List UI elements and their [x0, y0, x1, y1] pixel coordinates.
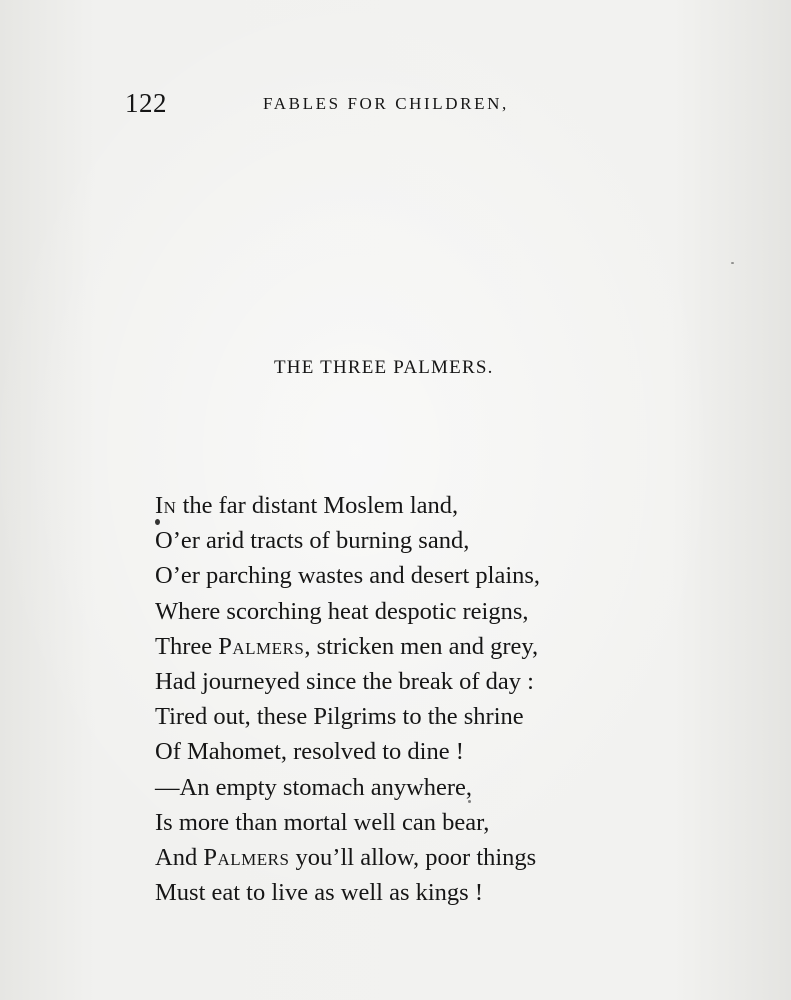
- bleed-through-text: [150, 148, 670, 292]
- poem-line: Tired out, these Pilgrims to the shrine: [155, 703, 524, 731]
- poem-line: —An empty stomach anywhere,: [155, 773, 473, 801]
- page-number: 122: [125, 88, 167, 118]
- poem-title: THE THREE PALMERS.: [274, 357, 494, 378]
- poem-line: O’er arid tracts of burning sand,: [155, 527, 470, 555]
- ink-speck: [468, 800, 471, 803]
- running-head-title: FABLES FOR CHILDREN,: [263, 94, 509, 113]
- poem-line: Must eat to live as well as kings !: [155, 879, 483, 907]
- poem-line: Three Palmers, stricken men and grey,: [155, 632, 539, 660]
- running-head: [0, 88, 791, 120]
- small-caps-word: Palmers: [218, 632, 305, 660]
- ink-speck: [731, 262, 734, 264]
- poem-line: And Palmers you’ll allow, poor things: [155, 843, 537, 871]
- ink-speck: [155, 519, 160, 525]
- poem-line: Is more than mortal well can bear,: [155, 808, 490, 836]
- poem-line: Where scorching heat despotic reigns,: [155, 597, 529, 625]
- poem-line: Had journeyed since the break of day :: [155, 667, 534, 695]
- small-caps-word: Palmers: [203, 843, 290, 871]
- poem-line: Of Mahomet, resolved to dine !: [155, 738, 464, 766]
- poem-line: O’er parching wastes and desert plains,: [155, 562, 541, 590]
- poem-body: [155, 488, 675, 910]
- poem-line: In the far distant Moslem land,: [155, 492, 459, 519]
- small-caps-word: In: [155, 492, 177, 519]
